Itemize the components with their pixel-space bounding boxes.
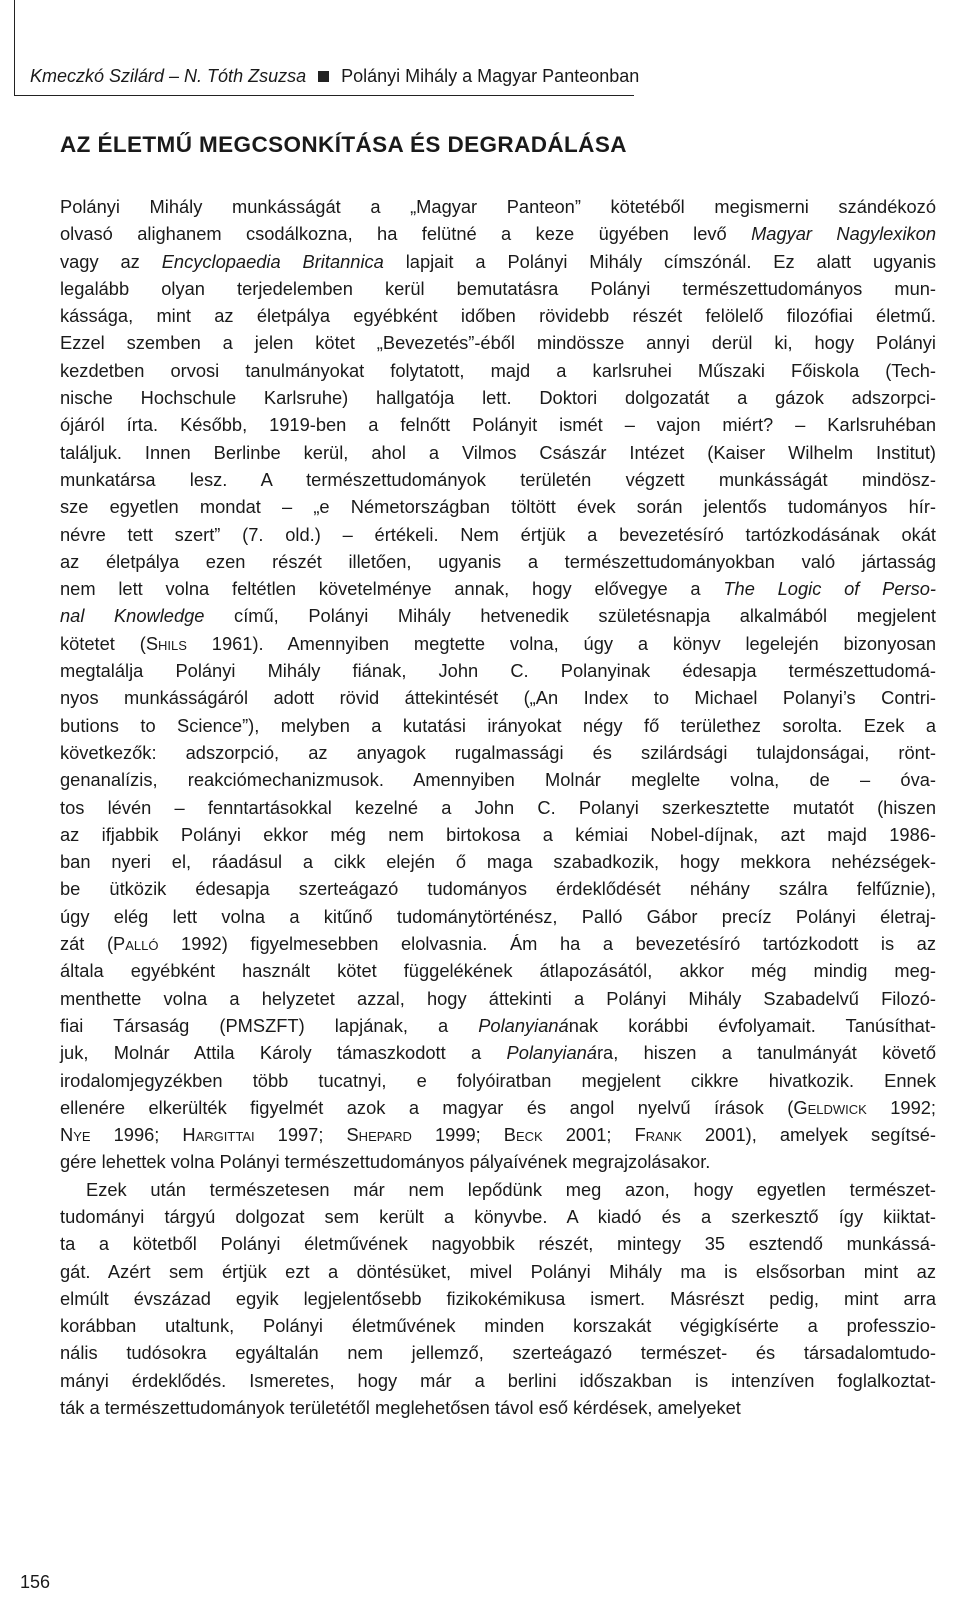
text-line: [60, 493, 936, 520]
smallcaps-text: Shils: [145, 632, 187, 654]
text-segment: olvasó alighanem csodálkozna, ha felütné a keze ügyében levő: [60, 223, 752, 245]
text-line: [60, 220, 936, 247]
text-line: [60, 875, 936, 902]
text-segment: genanalízis, reakciómechanizmusok. Amennyiben Molnár meglelte volna, de – óva-: [60, 769, 936, 791]
running-head: [30, 66, 639, 87]
text-segment: 1997;: [254, 1124, 347, 1146]
text-segment: vagy az: [60, 250, 162, 272]
text-line: [60, 1367, 936, 1394]
text-line: [60, 766, 936, 793]
text-line: [60, 903, 936, 930]
italic-text: nal Knowledge: [60, 605, 205, 627]
text-line: [60, 930, 936, 957]
text-segment: következők: adszorpció, az anyagok rugalmassági és szilárdsági tulajdonságai, rönt-: [60, 741, 936, 763]
text-segment: kássága, mint az életpálya egyébként időben rövidebb részét felölelő filozófiai életmű.: [60, 305, 936, 327]
text-segment: című, Polányi Mihály hetvenedik születésnapja alkalmából megjelent: [204, 605, 936, 627]
text-segment: nális tudósokra egyáltalán nem jellemző, szerteágazó természet- és társadalomtudo-: [60, 1342, 936, 1364]
italic-text: Encyclopaedia Britannica: [161, 250, 384, 272]
text-segment: az ifjabbik Polányi ekkor még nem birtokosa a kémiai Nobel-díjnak, azt majd 1986-: [60, 823, 936, 845]
text-segment: 1961). Amennyiben megtette volna, úgy a könyv legelején bizonyosan: [186, 632, 937, 654]
text-line: [60, 439, 936, 466]
smallcaps-text: Hargittai: [182, 1124, 255, 1146]
text-segment: nyos munkásságáról adott rövid áttekintését („An Index to Michael Polanyi’s Contri-: [60, 687, 936, 709]
text-segment: úgy elég lett volna a kitűnő tudománytörténész, Palló Gábor precíz Polányi életraj-: [60, 905, 936, 927]
running-head-title: Polányi Mihály a Magyar Panteonban: [341, 66, 640, 86]
text-segment: ta a kötetből Polányi életművének nagyobbik részét, mintegy 35 esztendő munkássá-: [60, 1233, 936, 1255]
text-line: [60, 821, 936, 848]
italic-text: The Logic of Perso-: [723, 578, 936, 600]
text-line: [60, 1094, 936, 1121]
text-line: [60, 357, 936, 384]
text-line: [60, 1285, 936, 1312]
text-segment: menthette volna a helyzetet azzal, hogy áttekinti a Polányi Mihály Szabadelvű Filozó-: [60, 987, 936, 1009]
text-segment: gére lehettek volna Polányi természettudományos pályaívének megrajzolásakor.: [60, 1151, 711, 1173]
italic-text: Polanyianá: [506, 1042, 597, 1064]
text-segment: fiai Társaság (PMSZFT) lapjának, a: [60, 1014, 479, 1036]
text-line: [60, 466, 936, 493]
text-line: [60, 302, 936, 329]
text-line: [60, 1394, 936, 1421]
text-line: [60, 275, 936, 302]
text-line: [60, 329, 936, 356]
text-segment: 2001;: [542, 1124, 635, 1146]
smallcaps-text: Palló: [113, 933, 159, 955]
text-line: [60, 957, 936, 984]
text-line: [60, 193, 936, 220]
square-bullet-icon: [318, 71, 329, 82]
text-segment: ójáról írta. Később, 1919-ben a felnőtt Polányit ismét – vajon miért? – Karlsruhéban: [60, 414, 936, 436]
text-segment: mányi érdeklődés. Ismeretes, hogy már a berlini időszakban is intenzíven foglalkoztat-: [60, 1369, 936, 1391]
text-line: [60, 384, 936, 411]
page-number: 156: [20, 1572, 51, 1592]
text-segment: általa egyébként használt kötet függelékének átlapozásától, akkor még mindig meg-: [60, 960, 936, 982]
text-segment: korábban utaltunk, Polányi életművének minden korszakát végigkísérte a professzio-: [60, 1315, 936, 1337]
text-segment: Ezek után természetesen már nem lepődünk meg azon, hogy egyetlen természet-: [86, 1178, 936, 1200]
smallcaps-text: Frank: [634, 1124, 682, 1146]
text-segment: butions to Science”), melyben a kutatási irányokat négy fő területhez sorolta. Ezek a: [60, 714, 936, 736]
text-segment: nische Hochschule Karlsruhe) hallgatója lett. Doktori dolgozatát a gázok adszorpci-: [60, 387, 936, 409]
text-line: [60, 575, 936, 602]
text-segment: kötetet (: [60, 632, 146, 654]
text-line: [60, 1176, 936, 1203]
text-segment: sze egyetlen mondat – „e Németországban töltött évek során jelentős tudományos hír-: [60, 496, 936, 518]
text-line: [60, 848, 936, 875]
text-segment: ták a természettudományok területétől meglehetősen távol eső kérdések, amelyeket: [60, 1397, 741, 1419]
text-segment: megtalálja Polányi Mihály fiának, John C. Polanyinak édesapja természettudomá-: [60, 660, 936, 682]
text-line: [60, 1012, 936, 1039]
text-segment: tos lévén – fenntartásokkal kezelné a John C. Polanyi szerkesztette mutatót (hiszen: [60, 796, 936, 818]
smallcaps-text: Nye: [60, 1124, 91, 1146]
text-segment: 1999;: [411, 1124, 504, 1146]
text-segment: ban nyeri el, ráadásul a cikk elején ő maga szabadkozik, hogy mekkora nehézségek-: [60, 851, 936, 873]
smallcaps-text: Geldwick: [793, 1096, 867, 1118]
body-text: [60, 193, 936, 1421]
text-line: [60, 548, 936, 575]
text-segment: ra, hiszen a tanulmányát követő: [596, 1042, 936, 1064]
frame-rule-horizontal: [14, 95, 634, 96]
text-segment: nem lett volna feltétlen követelménye annak, hogy elővegye a: [60, 578, 724, 600]
section-heading: AZ ÉLETMŰ MEGCSONKÍTÁSA ÉS DEGRADÁLÁSA: [60, 132, 627, 157]
text-line: [60, 794, 936, 821]
text-line: [60, 1230, 936, 1257]
text-segment: ellenére elkerülték figyelmét azok a magyar és angol nyelvű írások (: [60, 1096, 794, 1118]
text-line: [60, 1039, 936, 1066]
text-line: [60, 1312, 936, 1339]
text-line: [60, 248, 936, 275]
smallcaps-text: Shepard: [346, 1124, 412, 1146]
text-line: [60, 521, 936, 548]
text-segment: juk, Molnár Attila Károly támaszkodott a: [60, 1042, 507, 1064]
text-line: [60, 1339, 936, 1366]
text-segment: Polányi Mihály munkásságát a „Magyar Panteon” kötetéből megismerni szándékozó: [60, 196, 936, 217]
text-line: [60, 411, 936, 438]
text-segment: elmúlt évszázad egyik legjelentősebb fizikokémikusa ismert. Másrészt pedig, mint arra: [60, 1287, 936, 1309]
frame-rule-vertical: [14, 0, 15, 96]
text-line: [60, 1067, 936, 1094]
text-segment: kezdetben orvosi tanulmányokat folytatott, majd a karlsruhei Műszaki Főiskola (Tech-: [60, 359, 936, 381]
text-segment: lapjait a Polányi Mihály címszónál. Ez alatt ugyanis: [383, 250, 936, 272]
text-line: [60, 1148, 936, 1175]
text-segment: munkatársa lesz. A természettudományok területén végzett munkásságát mindösz-: [60, 468, 936, 490]
text-segment: gát. Azért sem értjük ezt a döntésüket, mivel Polányi Mihály ma is elsősorban mint az: [60, 1260, 936, 1282]
text-segment: zát (: [60, 933, 114, 955]
running-head-authors: Kmeczkó Szilárd – N. Tóth Zsuzsa: [30, 66, 307, 86]
text-line: [60, 1121, 936, 1148]
text-line: [60, 739, 936, 766]
text-line: [60, 1258, 936, 1285]
text-segment: tudományi tárgyú dolgozat sem került a könyvbe. A kiadó és a szerkesztő így kiiktat-: [60, 1205, 936, 1227]
text-segment: 2001), amelyek segítsé-: [681, 1124, 936, 1146]
text-segment: nak korábbi évfolyamait. Tanúsíthat-: [568, 1014, 936, 1036]
text-line: [60, 657, 936, 684]
text-line: [60, 684, 936, 711]
text-segment: az életpálya ezen részét illetően, ugyanis a természettudományokban való jártasság: [60, 550, 936, 572]
text-segment: irodalomjegyzékben több tucatnyi, e folyóiratban megjelent cikkre hivatkozik. Ennek: [60, 1069, 936, 1091]
text-segment: névre tett szert” (7. old.) – értékeli. Nem értjük a bevezetésíró tartózkodásának okát: [60, 523, 936, 545]
text-line: [60, 712, 936, 739]
text-line: [60, 602, 936, 629]
italic-text: Magyar Nagylexikon: [751, 223, 936, 245]
text-segment: 1992;: [866, 1096, 937, 1118]
text-segment: 1996;: [90, 1124, 183, 1146]
text-segment: legalább olyan terjedelemben kerül bemutatásra Polányi természettudományos mun-: [60, 277, 936, 299]
text-segment: be ütközik édesapja szerteágazó tudományos érdeklődését néhány szálra felfűznie),: [60, 878, 936, 900]
italic-text: Polanyianá: [478, 1014, 569, 1036]
text-line: [60, 985, 936, 1012]
text-line: [60, 630, 936, 657]
text-line: [60, 1203, 936, 1230]
text-segment: 1992) figyelmesebben elolvasnia. Ám ha a bevezetésíró tartózkodott is az: [158, 933, 936, 955]
smallcaps-text: Beck: [503, 1124, 543, 1146]
text-segment: találjuk. Innen Berlinbe kerül, ahol a Vilmos Császár Intézet (Kaiser Wilhelm Institut): [60, 441, 936, 463]
text-segment: Ezzel szemben a jelen kötet „Bevezetés”-éből mindössze annyi derül ki, hogy Polányi: [60, 332, 936, 354]
